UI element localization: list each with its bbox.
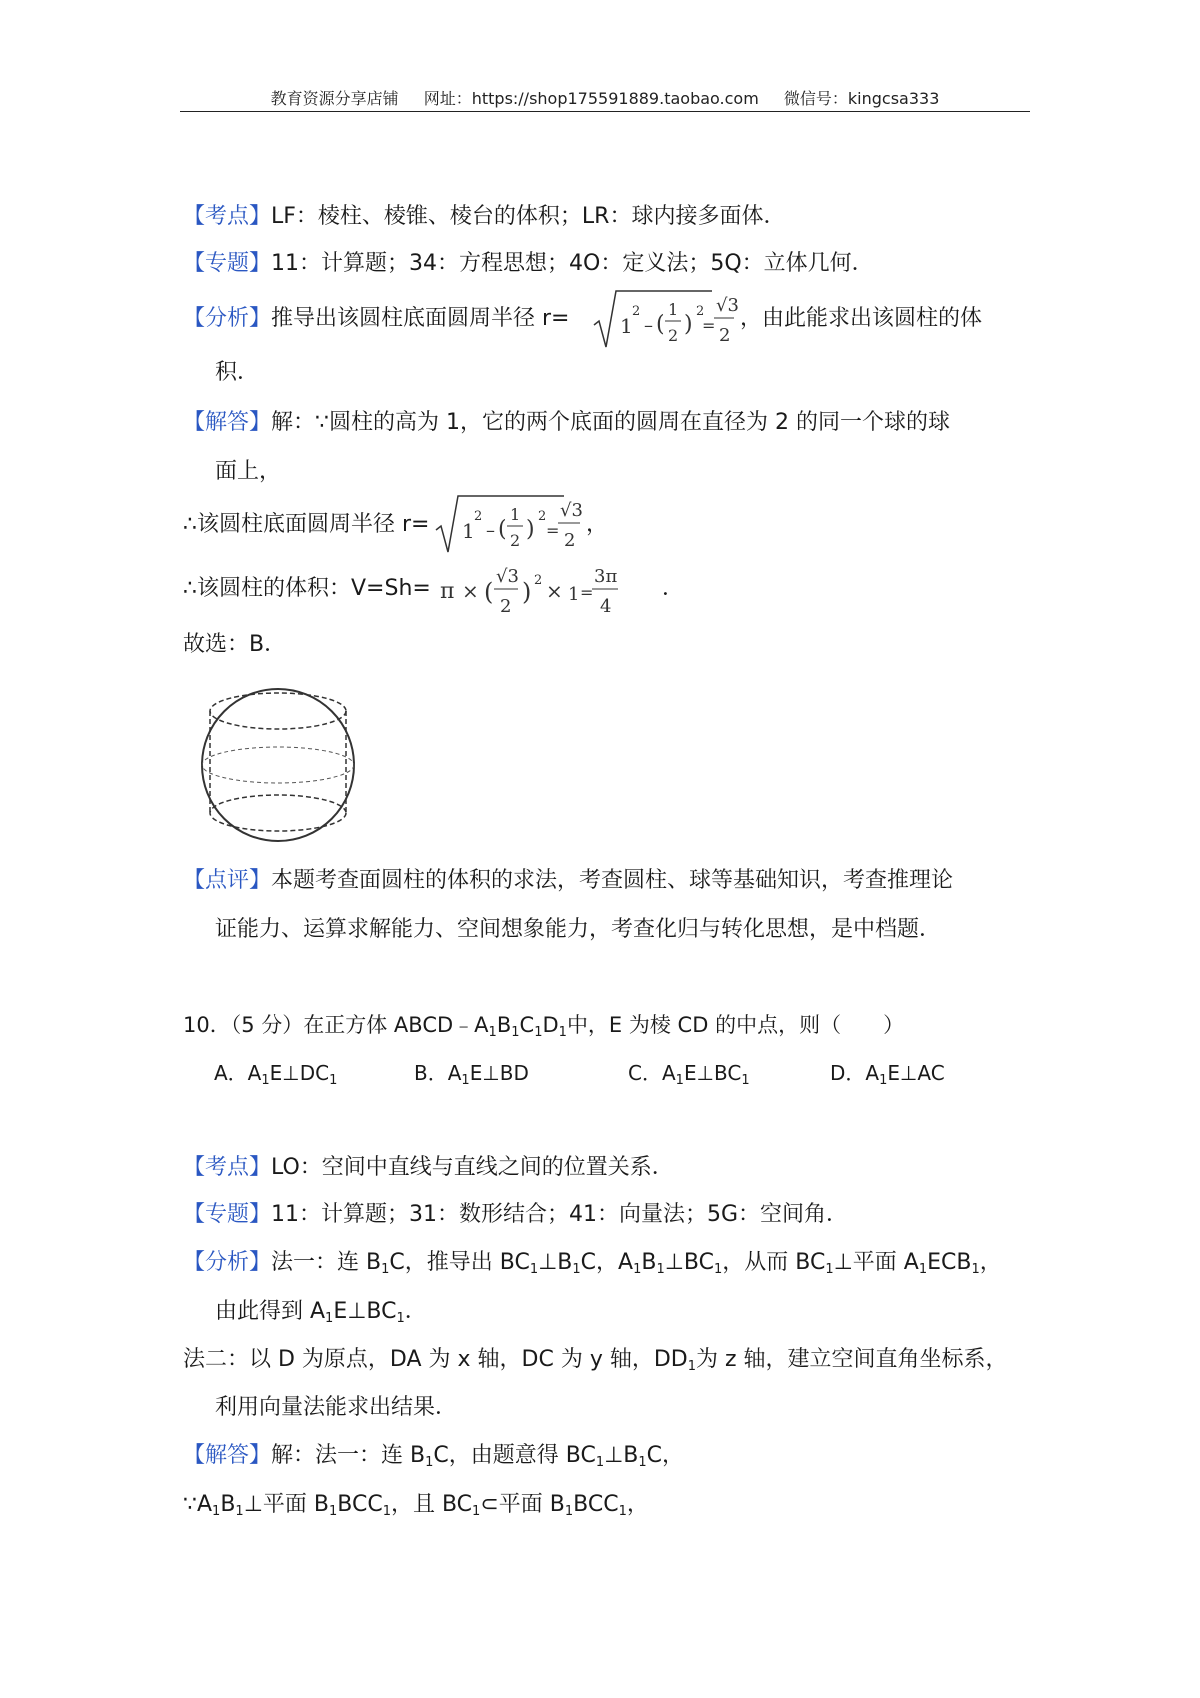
option-a-label: A．A — [214, 1061, 262, 1085]
svg-text:(: ( — [484, 578, 494, 606]
svg-text:1: 1 — [620, 314, 633, 338]
page-header — [180, 86, 1030, 112]
svg-text:2: 2 — [668, 326, 679, 345]
svg-text:=: = — [702, 316, 716, 335]
option-c-label: C．A — [628, 1061, 676, 1085]
dianping-line2: 证能力、运算求解能力、空间想象能力，考查化归与转化思想，是中档题． — [215, 917, 942, 942]
svg-text:√3: √3 — [560, 500, 583, 521]
formula-radius-1 — [592, 285, 739, 351]
fenxi-pre: 推导出该圆柱底面圆周半径 r= — [271, 306, 570, 331]
svg-text:–: – — [644, 315, 653, 336]
fenxi-cont: 积． — [215, 360, 260, 385]
tag-fenxi-q10: 【分析】 — [183, 1250, 272, 1275]
formula-volume — [438, 556, 663, 620]
fenxi-q10-text: 法一：连 B — [271, 1250, 382, 1275]
fa2-line1-pre: 法二：以 D 为原点，DA 为 x 轴，DC 为 y 轴，DD — [183, 1347, 688, 1372]
svg-text:√3: √3 — [496, 566, 519, 587]
dianping-line1: 本题考查面圆柱的体积的求法，考查圆柱、球等基础知识，考查推理论 — [271, 868, 954, 893]
tag-kaodian-q10: 【考点】 — [183, 1155, 272, 1180]
fenxi-post: ，由此能求出该圆柱的体 — [740, 306, 983, 331]
svg-text:×: × — [462, 579, 479, 603]
q9-kaodian — [183, 202, 785, 232]
svg-text:2: 2 — [564, 530, 576, 551]
cylinder-in-sphere-figure — [188, 685, 368, 845]
header-wechat: 微信号：kingcsa333 — [783, 89, 940, 108]
svg-text:2: 2 — [538, 509, 547, 524]
tag-zhuanti: 【专题】 — [183, 251, 272, 276]
svg-text:π: π — [440, 579, 455, 604]
jieda-line1b: 面上， — [215, 459, 282, 484]
q10-jieda: 【解答】解：法一：连 $B_1C$，由题意得 $BC_1\perp B_1C$， — [183, 1443, 685, 1470]
zhuanti-text: 11：计算题；34：方程思想；4O：定义法；5Q：立体几何． — [271, 251, 874, 276]
option-b-label: B．A — [414, 1061, 462, 1085]
svg-text:4: 4 — [600, 596, 612, 617]
q10-fa2-line1: 法二：以 D 为原点，DA 为 x 轴，DC 为 y 轴，$DD_1$为 z 轴，建立空间直角坐标系， — [183, 1347, 1008, 1374]
svg-text:√3: √3 — [716, 295, 739, 316]
svg-text:=: = — [546, 521, 560, 540]
svg-text:3π: 3π — [594, 566, 618, 587]
q9-jieda — [183, 408, 950, 438]
q10-stem: 10．（5 分）在正方体 $ABCD﹣A_1B_1C_1D_1$中，E 为棱 CD 的中点，则（ ） — [183, 1013, 905, 1040]
header-divider — [180, 111, 1030, 112]
q10-fa2-line2: 利用向量法能求出结果． — [215, 1395, 458, 1420]
svg-text:): ) — [526, 517, 535, 542]
header-shop-name: 教育资源分享店铺 — [270, 89, 399, 108]
jieda-line3-pre: ∴该圆柱的体积：V=Sh= — [183, 576, 431, 601]
q9-dianping — [183, 866, 953, 896]
svg-text:=: = — [580, 583, 594, 602]
tag-zhuanti-q10: 【专题】 — [183, 1202, 272, 1227]
q10-zhuanti — [183, 1200, 848, 1230]
svg-text:): ) — [522, 578, 532, 606]
tag-kaodian: 【考点】 — [183, 204, 272, 229]
svg-text:2: 2 — [696, 304, 705, 319]
svg-text:2: 2 — [474, 509, 483, 524]
jieda-line3-post: ． — [662, 576, 685, 601]
fa2-line1-post: 为 z 轴，建立空间直角坐标系， — [696, 1347, 1008, 1372]
svg-text:(: ( — [656, 312, 665, 337]
q10-option-a: A．$A_1E\perp DC_1$ — [214, 1061, 338, 1088]
jieda-line4: 故选：B． — [183, 632, 287, 657]
q10-stem-pre: 10．（5 分）在正方体 ABCD﹣A — [183, 1013, 489, 1037]
jieda-line1: 解：∵圆柱的高为 1，它的两个底面的圆周在直径为 2 的同一个球的球 — [271, 410, 950, 435]
fenxi-q10-line2: 由此得到 $A_1E\perp BC_1$． — [215, 1299, 427, 1326]
q10-fenxi: 【分析】法一：连 $B_1C$，推导出 $BC_1\perp B_1C$，$A_1B_1\perp BC_1$，从而 $BC_1\perp$平面 $A_1ECB_1$， — [183, 1250, 1002, 1277]
tag-dianping: 【点评】 — [183, 868, 272, 893]
svg-text:2: 2 — [510, 531, 521, 550]
svg-text:–: – — [486, 520, 495, 541]
jieda-line2-post: ， — [586, 512, 609, 537]
svg-text:): ) — [684, 312, 693, 337]
tag-jieda: 【解答】 — [183, 410, 272, 435]
jieda-line2-pre: ∴该圆柱底面圆周半径 r= — [183, 512, 430, 537]
tag-jieda-q10: 【解答】 — [183, 1443, 272, 1468]
q10-stem-post: 中，E 为棱 CD 的中点，则（ ） — [566, 1013, 905, 1037]
header-url[interactable]: 网址：https://shop175591889.taobao.com — [423, 89, 759, 108]
q9-zhuanti — [183, 249, 874, 279]
svg-text:2: 2 — [534, 573, 543, 588]
kaodian-text: LF：棱柱、棱锥、棱台的体积；LR：球内接多面体． — [271, 204, 786, 229]
formula-radius-2 — [434, 490, 584, 556]
svg-text:1: 1 — [510, 505, 521, 524]
q10-option-d: D．$A_1E\perp AC$ — [830, 1061, 945, 1088]
q10-option-b: B．$A_1E\perp BD$ — [414, 1061, 529, 1088]
kaodian-q10-text: LO：空间中直线与直线之间的位置关系． — [271, 1155, 674, 1180]
svg-text:1: 1 — [462, 519, 475, 543]
svg-text:1: 1 — [668, 300, 679, 319]
tag-fenxi: 【分析】 — [183, 306, 272, 331]
jieda-q10-text: 解：法一：连 B — [271, 1443, 426, 1468]
svg-text:(: ( — [498, 517, 507, 542]
jieda-q10-line2: $\because A_1B_1\perp$平面 $B_1BCC_1$，且 $BC_1\subset$平面 $B_1BCC_1$， — [183, 1492, 649, 1519]
q9-fenxi — [183, 304, 570, 334]
q10-kaodian — [183, 1153, 674, 1183]
option-d-label: D．A — [830, 1061, 880, 1085]
svg-text:×: × — [546, 579, 563, 603]
svg-text:2: 2 — [719, 325, 731, 346]
svg-text:2: 2 — [500, 596, 512, 617]
zhuanti-q10-text: 11：计算题；31：数形结合；41：向量法；5G：空间角． — [271, 1202, 849, 1227]
q10-option-c: C．$A_1E\perp BC_1$ — [628, 1061, 750, 1088]
svg-text:2: 2 — [632, 304, 641, 319]
svg-text:1: 1 — [568, 584, 580, 605]
